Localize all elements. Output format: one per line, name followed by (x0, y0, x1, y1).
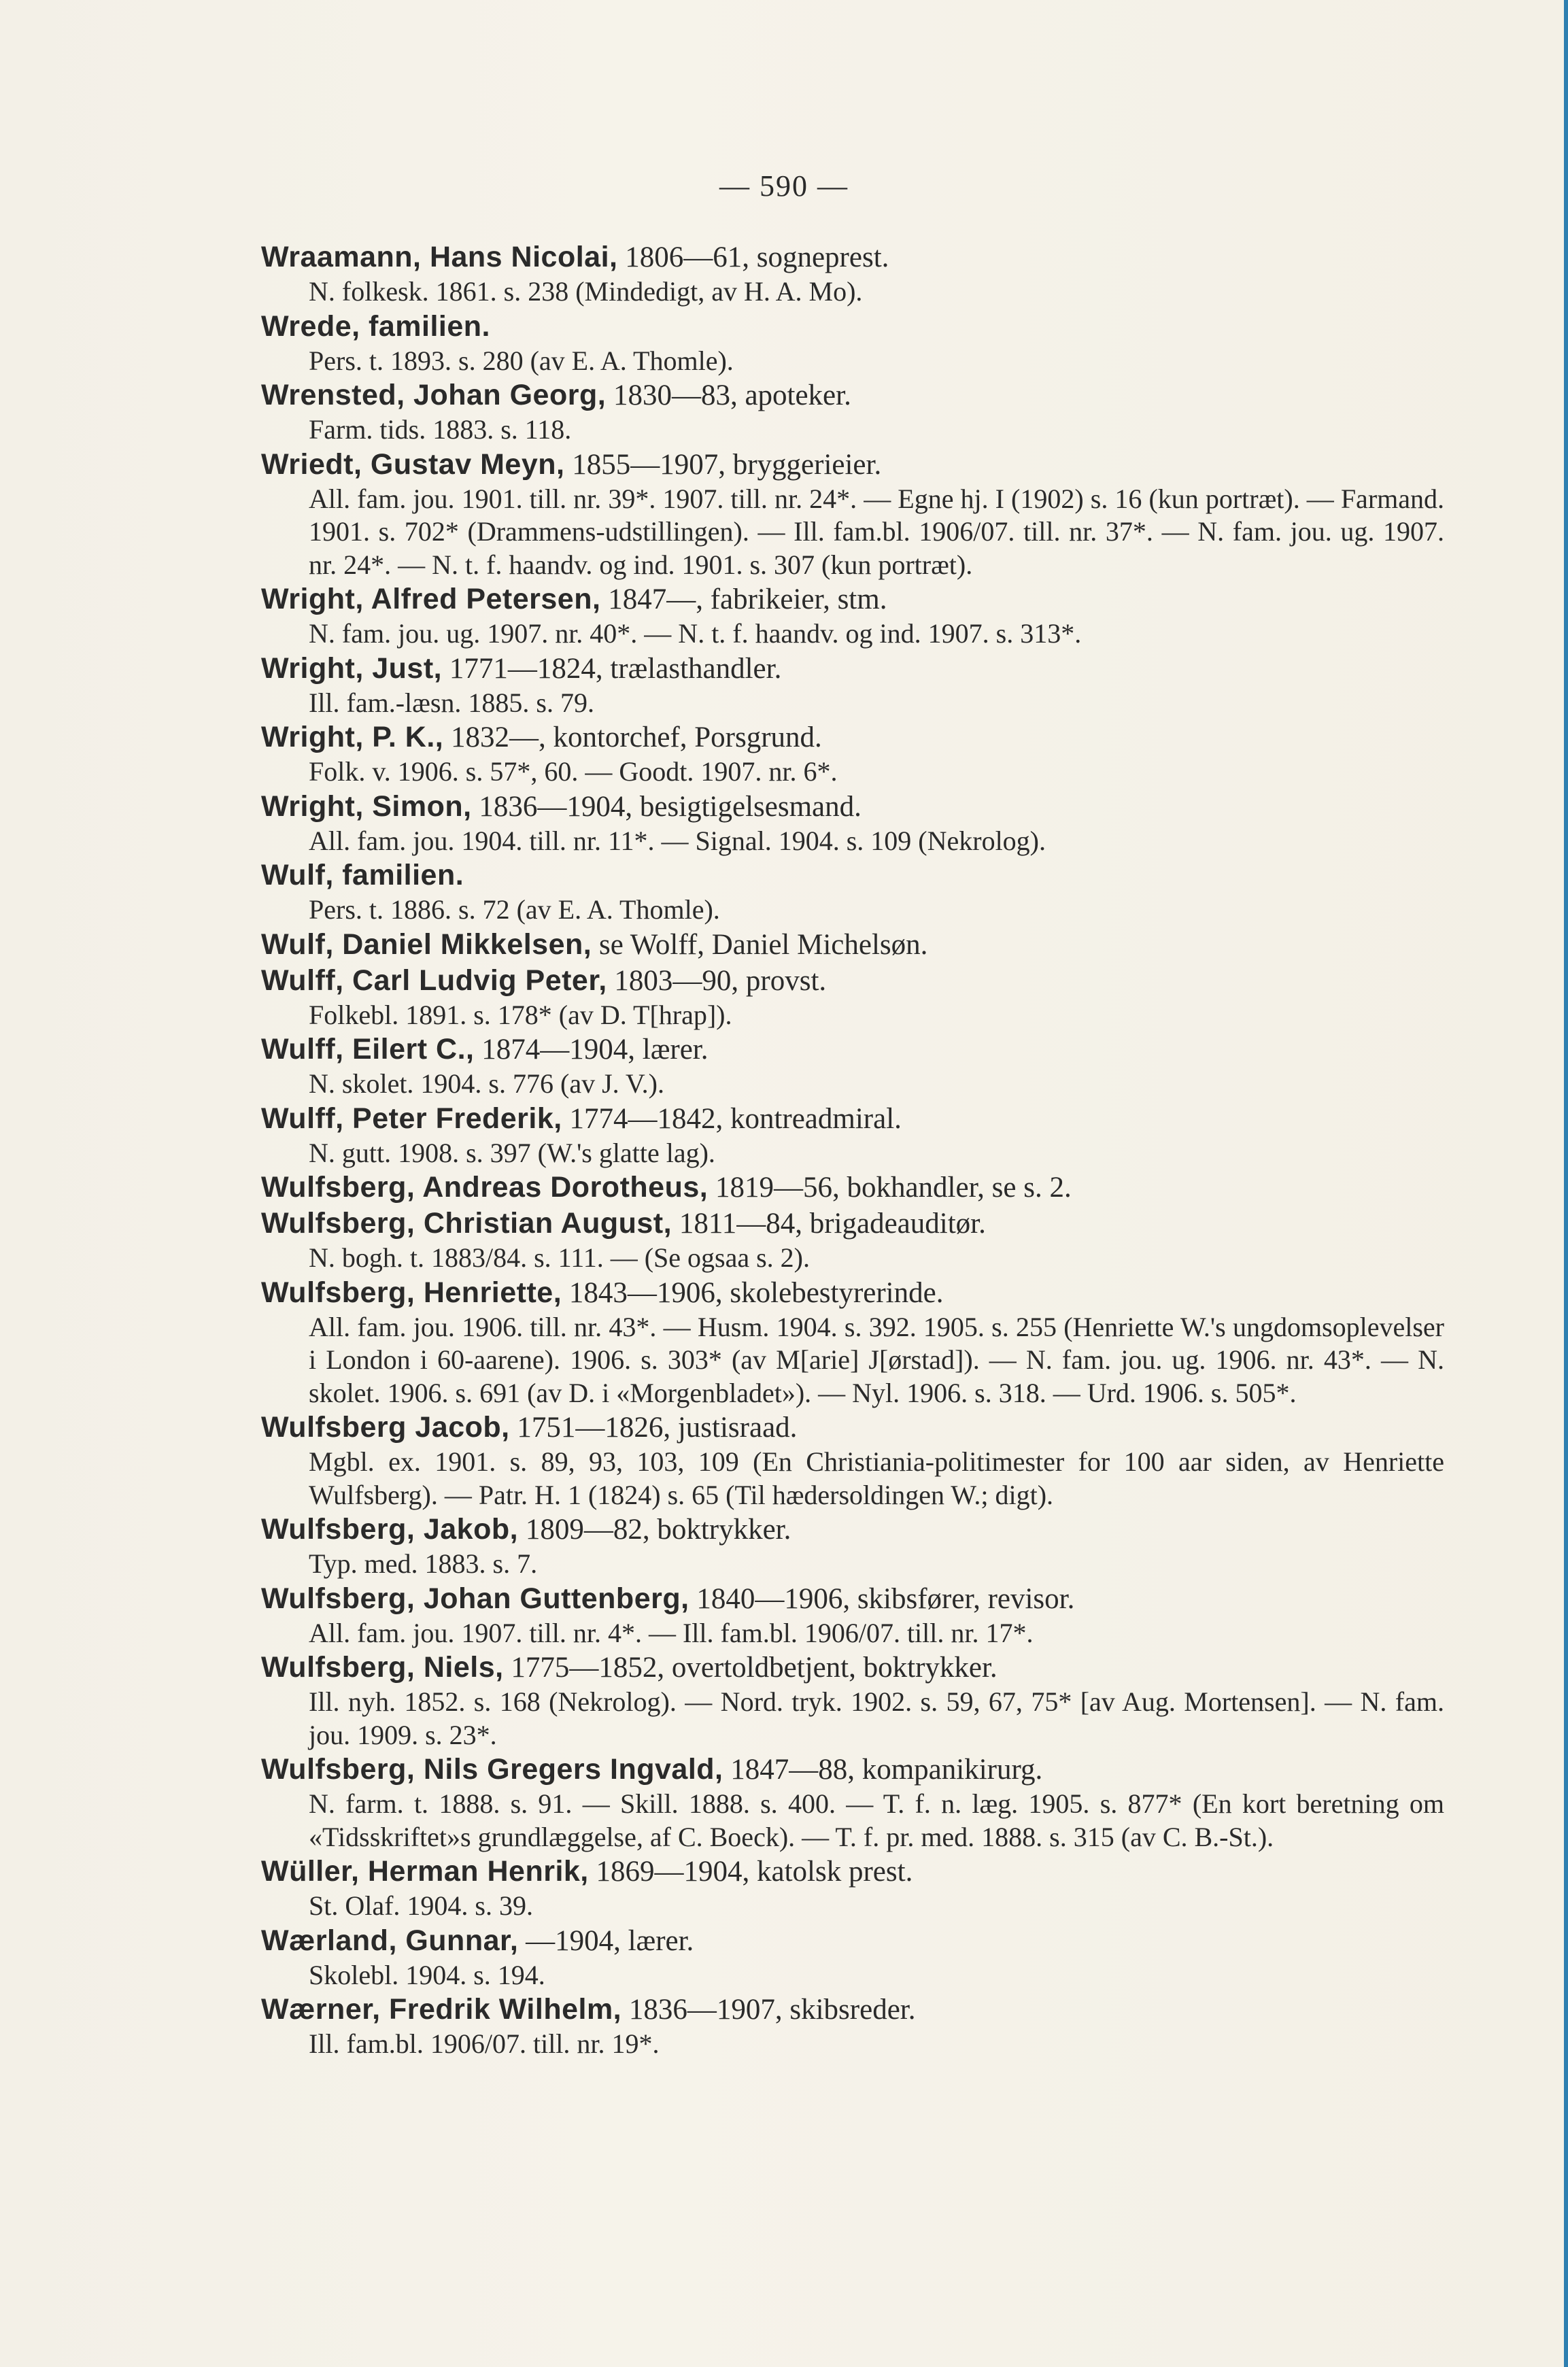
entry-info: 1855—1907, bryggerieier. (564, 448, 882, 481)
entry-heading (261, 927, 1444, 963)
index-entry (261, 1581, 1444, 1650)
entry-name: Wulf, Daniel Mikkelsen, (261, 927, 592, 961)
index-entry (261, 1032, 1444, 1101)
entry-info: 1809—82, boktrykker. (518, 1514, 791, 1546)
entry-references: Typ. med. 1883. s. 7. (309, 1548, 538, 1579)
entry-heading (261, 719, 1444, 755)
index-entry (261, 1170, 1444, 1206)
index-entry (261, 1410, 1444, 1512)
entry-heading (261, 1512, 1444, 1548)
entry-heading (261, 1170, 1444, 1206)
entry-name: Wrede, familien. (261, 309, 490, 343)
entry-info: 1840—1906, skibsfører, revisor. (689, 1582, 1075, 1615)
index-entry (261, 377, 1444, 447)
entry-name: Wright, Just, (261, 651, 443, 685)
entry-references: Mgbl. ex. 1901. s. 89, 93, 103, 109 (En Christiania-politimester for 100 aar siden, av Henriette Wulfsberg). — Patr. H. 1 (1824) s. 65 (Til hædersoldingen W.; digt). (309, 1446, 1444, 1510)
entry-name: Wulfsberg, Jakob, (261, 1513, 519, 1546)
entry-name: Wulfsberg, Andreas Dorotheus, (261, 1171, 709, 1204)
entry-heading (261, 447, 1444, 483)
entry-name: Wrensted, Johan Georg, (261, 379, 607, 411)
index-entry (261, 239, 1444, 309)
entry-heading (261, 651, 1444, 687)
index-entry (261, 581, 1444, 651)
index-entry (261, 927, 1444, 963)
entry-info: 1847—88, kompanikirurg. (723, 1754, 1043, 1786)
index-entry (261, 309, 1444, 378)
index-entry (261, 651, 1444, 720)
entry-heading (261, 963, 1444, 999)
entry-name: Wulff, Carl Ludvig Peter, (261, 964, 607, 997)
index-entry (261, 789, 1444, 858)
entry-references: All. fam. jou. 1906. till. nr. 43*. — Husm. 1904. s. 392. 1905. s. 255 (Henriette W.'s ungdomsoplevelser i London i 60-aarene). 1906. s. 303* (av M[arie] J[ørstad]). — N. fam. jou. ug. 1906. nr. 43*. — N. skolet. 1906. s. 691 (av D. i «Morgenbladet»). — Nyl. 1906. s. 318. — Urd. 1906. s. 505*. (309, 1311, 1444, 1408)
entry-info: 1836—1907, skibsreder. (621, 1994, 916, 2026)
entry-info: 1830—83, apoteker. (606, 379, 851, 411)
entry-info: se Wolff, Daniel Michelsøn. (592, 928, 928, 961)
entry-name: Wulfsberg Jacob, (261, 1411, 510, 1444)
index-entry (261, 1650, 1444, 1752)
entry-heading (261, 239, 1444, 275)
entry-heading (261, 1032, 1444, 1068)
entry-heading (261, 377, 1444, 413)
entry-info: 1775—1852, overtoldbetjent, boktrykker. (503, 1652, 998, 1684)
entry-heading (261, 1923, 1444, 1959)
entry-list (261, 239, 1444, 2061)
entry-info: 1771—1824, trælasthandler. (442, 652, 782, 685)
entry-references: N. bogh. t. 1883/84. s. 111. — (Se ogsaa s. 2). (309, 1242, 810, 1273)
entry-references: Farm. tids. 1883. s. 118. (309, 414, 572, 445)
entry-references: Pers. t. 1893. s. 280 (av E. A. Thomle). (309, 345, 734, 376)
entry-heading (261, 309, 1444, 345)
index-entry (261, 447, 1444, 582)
entry-name: Wulfsberg, Henriette, (261, 1276, 562, 1309)
entry-heading (261, 1206, 1444, 1242)
entry-heading (261, 1854, 1444, 1890)
index-entry (261, 857, 1444, 927)
entry-info: 1803—90, provst. (607, 964, 827, 997)
entry-heading (261, 1752, 1444, 1788)
entry-name: Wulfsberg, Niels, (261, 1651, 504, 1684)
entry-heading (261, 1650, 1444, 1686)
entry-references: All. fam. jou. 1904. till. nr. 11*. — Signal. 1904. s. 109 (Nekrolog). (309, 825, 1046, 856)
entry-references: N. gutt. 1908. s. 397 (W.'s glatte lag). (309, 1137, 715, 1168)
index-entry (261, 1992, 1444, 2061)
entry-info: 1874—1904, lærer. (474, 1034, 709, 1066)
entry-info: 1751—1826, justisraad. (509, 1412, 798, 1444)
entry-info: 1806—61, sogneprest. (617, 241, 889, 273)
entry-heading (261, 1275, 1444, 1311)
entry-references: Folkebl. 1891. s. 178* (av D. T[hrap]). (309, 999, 732, 1030)
entry-name: Wulff, Peter Frederik, (261, 1102, 562, 1135)
index-entry (261, 1206, 1444, 1275)
entry-references: N. folkesk. 1861. s. 238 (Mindedigt, av H. A. Mo). (309, 276, 863, 307)
entry-info: 1847—, fabrikeier, stm. (600, 583, 887, 615)
entry-name: Wærner, Fredrik Wilhelm, (261, 1993, 622, 2026)
index-entry (261, 719, 1444, 789)
entry-references: N. farm. t. 1888. s. 91. — Skill. 1888. s. 400. — T. f. n. læg. 1905. s. 877* (En kort beretning om «Tidsskriftet»s grundlæggelse, af C. Boeck). — T. f. pr. med. 1888. s. 315 (av C. B.-St.). (309, 1788, 1444, 1852)
entry-info: 1811—84, brigadeauditør. (672, 1208, 986, 1240)
index-entry (261, 963, 1444, 1032)
entry-heading (261, 857, 1444, 893)
entry-info: —1904, lærer. (518, 1924, 694, 1957)
entry-heading (261, 1410, 1444, 1446)
entry-references: All. fam. jou. 1901. till. nr. 39*. 1907. till. nr. 24*. — Egne hj. I (1902) s. 16 (kun portræt). — Farmand. 1901. s. 702* (Drammens-udstillingen). — Ill. fam.bl. 1906/07. till. nr. 37*. — N. fam. jou. ug. 1907. nr. 24*. — N. t. f. haandv. og ind. 1901. s. 307 (kun portræt). (309, 483, 1444, 580)
entry-name: Wulfsberg, Christian August, (261, 1207, 672, 1240)
entry-info: 1869—1904, katolsk prest. (588, 1856, 913, 1888)
entry-name: Wright, Alfred Petersen, (261, 583, 601, 615)
entry-references: Ill. fam.-læsn. 1885. s. 79. (309, 687, 594, 718)
entry-heading (261, 581, 1444, 617)
entry-references: Ill. nyh. 1852. s. 168 (Nekrolog). — Nord. tryk. 1902. s. 59, 67, 75* [av Aug. Mortensen]. — N. fam. jou. 1909. s. 23*. (309, 1686, 1444, 1750)
entry-heading (261, 1992, 1444, 2028)
page-number: — 590 — (719, 169, 849, 203)
entry-references: Ill. fam.bl. 1906/07. till. nr. 19*. (309, 2028, 660, 2059)
entry-name: Wulfsberg, Nils Gregers Ingvald, (261, 1753, 723, 1786)
entry-info: 1836—1904, besigtigelsesmand. (471, 790, 862, 823)
entry-references: St. Olaf. 1904. s. 39. (309, 1890, 533, 1921)
entry-name: Wright, P. K., (261, 721, 444, 753)
index-entry (261, 1275, 1444, 1410)
entry-references: Skolebl. 1904. s. 194. (309, 1959, 545, 1990)
index-entry (261, 1752, 1444, 1854)
entry-name: Wraamann, Hans Nicolai, (261, 241, 618, 273)
index-entry (261, 1854, 1444, 1923)
entry-name: Wulfsberg, Johan Guttenberg, (261, 1582, 689, 1615)
entry-info: 1832—, kontorchef, Porsgrund. (443, 721, 822, 753)
entry-references: Folk. v. 1906. s. 57*, 60. — Goodt. 1907. nr. 6*. (309, 756, 838, 787)
entry-name: Wulf, familien. (261, 859, 464, 891)
entry-heading (261, 1101, 1444, 1137)
entry-info: 1819—56, bokhandler, se s. 2. (708, 1172, 1072, 1204)
entry-heading (261, 1581, 1444, 1617)
index-entry (261, 1923, 1444, 1992)
entry-references: N. fam. jou. ug. 1907. nr. 40*. — N. t. f. haandv. og ind. 1907. s. 313*. (309, 618, 1082, 649)
entry-name: Wriedt, Gustav Meyn, (261, 447, 565, 481)
entry-name: Wærland, Gunnar, (261, 1924, 519, 1957)
index-entry (261, 1512, 1444, 1581)
entry-references: N. skolet. 1904. s. 776 (av J. V.). (309, 1068, 664, 1099)
entry-heading (261, 789, 1444, 825)
entry-info: 1843—1906, skolebestyrerinde. (562, 1276, 944, 1309)
entry-name: Wulff, Eilert C., (261, 1033, 475, 1066)
entry-references: All. fam. jou. 1907. till. nr. 4*. — Ill. fam.bl. 1906/07. till. nr. 17*. (309, 1617, 1034, 1648)
entry-name: Wright, Simon, (261, 789, 472, 823)
entry-info: 1774—1842, kontreadmiral. (562, 1102, 902, 1135)
entry-references: Pers. t. 1886. s. 72 (av E. A. Thomle). (309, 894, 720, 925)
entry-name: Wüller, Herman Henrik, (261, 1855, 589, 1888)
index-entry (261, 1101, 1444, 1170)
